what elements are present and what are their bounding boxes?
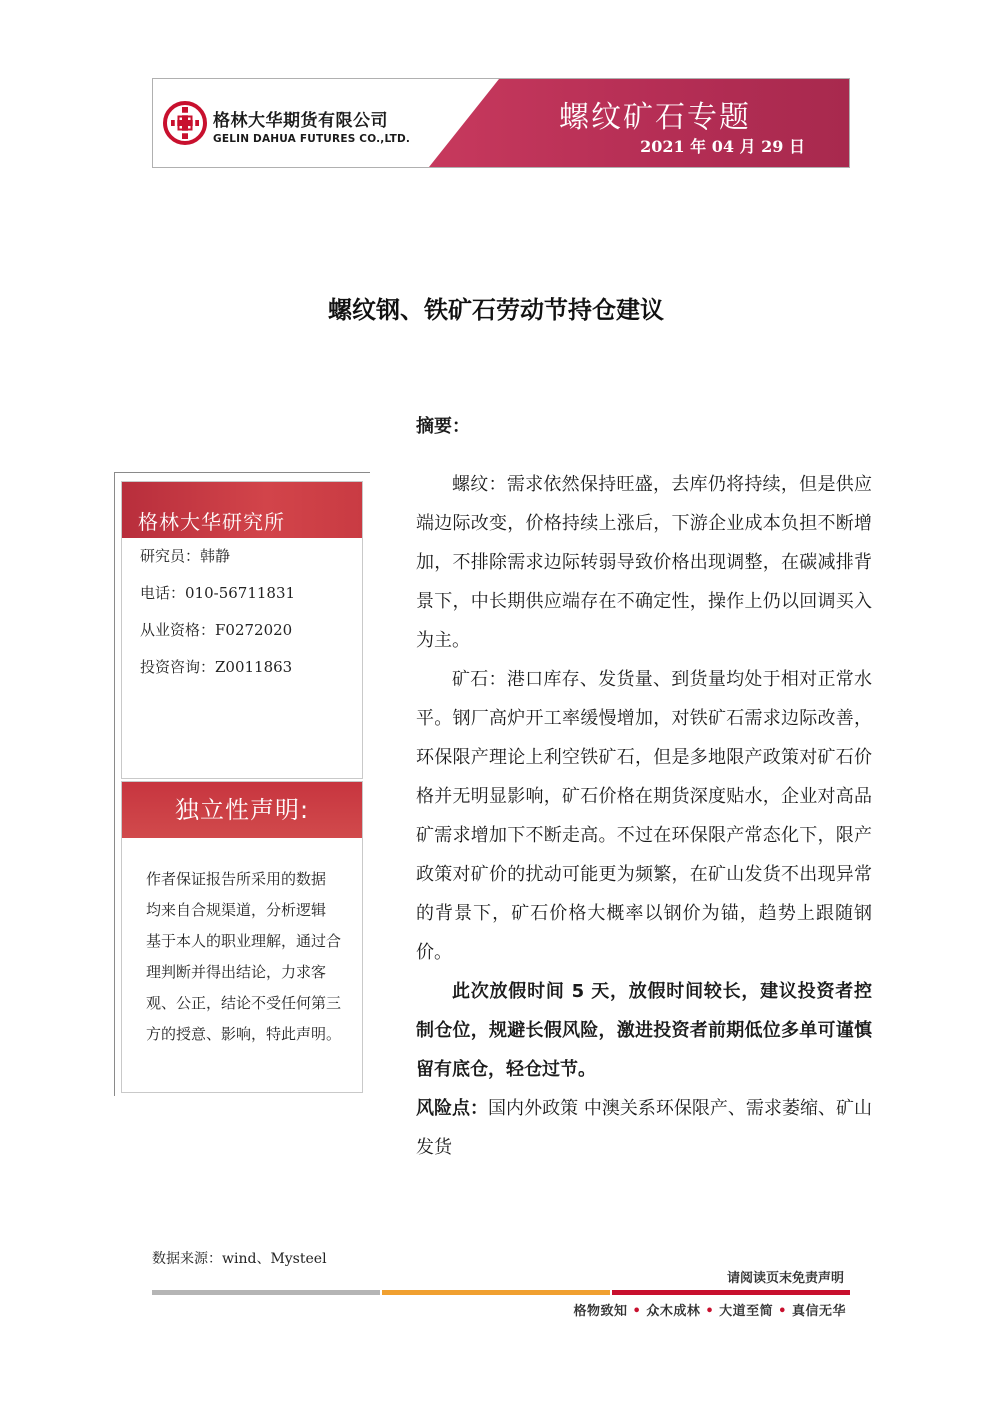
summary-body <box>416 465 872 1167</box>
slogan-item: 格物致知 <box>573 1304 628 1319</box>
report-date: 2021 年 04 月 29 日 <box>640 137 805 156</box>
researcher-phone: 电话：010-56711831 <box>140 584 296 602</box>
footer-slogan <box>574 1300 847 1319</box>
declaration-line: 基于本人的职业理解，通过合 <box>146 932 342 950</box>
declaration-line: 理判断并得出结论，力求客 <box>146 963 327 981</box>
bullet-icon: • <box>705 1304 715 1319</box>
slogan-item: 众木成林 <box>646 1304 701 1319</box>
holiday-advice-paragraph: 此次放假时间 5 天，放假时间较长，建议投资者控制仓位，规避长假风险，激进投资者前期低位多单可谨慎留有底仓，轻仓过节。 <box>416 981 872 1080</box>
slogan-item: 真信无华 <box>791 1304 846 1319</box>
declaration-line: 作者保证报告所采用的数据 <box>146 870 327 888</box>
company-logo-icon <box>163 101 207 145</box>
declaration-line: 均来自合规渠道，分析逻辑 <box>146 901 327 919</box>
disclaimer-note: 请阅读页末免责声明 <box>726 1271 844 1286</box>
declaration-title: 独立性声明: <box>122 782 362 838</box>
risk-paragraph <box>416 1089 872 1167</box>
footer-bar-orange <box>382 1290 610 1295</box>
header-banner <box>152 78 850 168</box>
researcher-name: 研究员：韩静 <box>140 547 231 565</box>
summary-label: 摘要： <box>416 416 470 437</box>
risk-text: 国内外政策 中澳关系环保限产、需求萎缩、矿山发货 <box>416 1098 872 1158</box>
rebar-paragraph: 螺纹：需求依然保持旺盛，去库仍将持续，但是供应端边际改变，价格持续上涨后，下游企业成本负担不断增加，不排除需求边际转弱导致价格出现调整，在碳减排背景下，中长期供应端存在不确定性，操作上仍以回调买入为主。 <box>416 474 872 651</box>
risk-label: 风险点： <box>416 1098 489 1119</box>
declaration-line: 观、公正，结论不受任何第三 <box>146 994 342 1012</box>
footer-bar-gray <box>152 1290 380 1295</box>
company-name-cn: 格林大华期货有限公司 <box>213 111 388 131</box>
report-type-title: 螺纹矿石专题 <box>559 100 751 135</box>
slogan-item: 大道至简 <box>719 1304 774 1319</box>
document-title: 螺纹钢、铁矿石劳动节持仓建议 <box>328 296 664 324</box>
declaration-text <box>122 838 362 1050</box>
qualification-number: 从业资格：F0272020 <box>140 621 293 639</box>
independence-declaration-box <box>121 781 363 1093</box>
consulting-number: 投资咨询：Z0011863 <box>140 658 293 676</box>
sidebar <box>114 472 370 1096</box>
institute-header: 格林大华研究所 <box>122 482 362 538</box>
data-source: 数据来源：wind、Mysteel <box>152 1251 327 1267</box>
researcher-info-box <box>121 481 363 779</box>
bullet-icon: • <box>778 1304 787 1319</box>
iron-ore-paragraph: 矿石：港口库存、发货量、到货量均处于相对正常水平。钢厂高炉开工率缓慢增加，对铁矿石需求边际改善，环保限产理论上利空铁矿石，但是多地限产政策对矿石价格并无明显影响，矿石价格在期货深度贴水，企业对高品矿需求增加下不断走高。不过在环保限产常态化下，限产政策对矿价的扰动可能更为频繁，在矿山发货不出现异常的背景下，矿石价格大概率以钢价为锚，趋势上跟随钢价。 <box>416 669 872 963</box>
declaration-line: 方的授意、影响，特此声明。 <box>146 1025 342 1043</box>
footer-bar-red <box>612 1290 850 1295</box>
company-name-en: GELIN DAHUA FUTURES CO.,LTD. <box>213 133 411 145</box>
footer-color-bar <box>152 1290 850 1295</box>
bullet-icon: • <box>632 1304 642 1319</box>
